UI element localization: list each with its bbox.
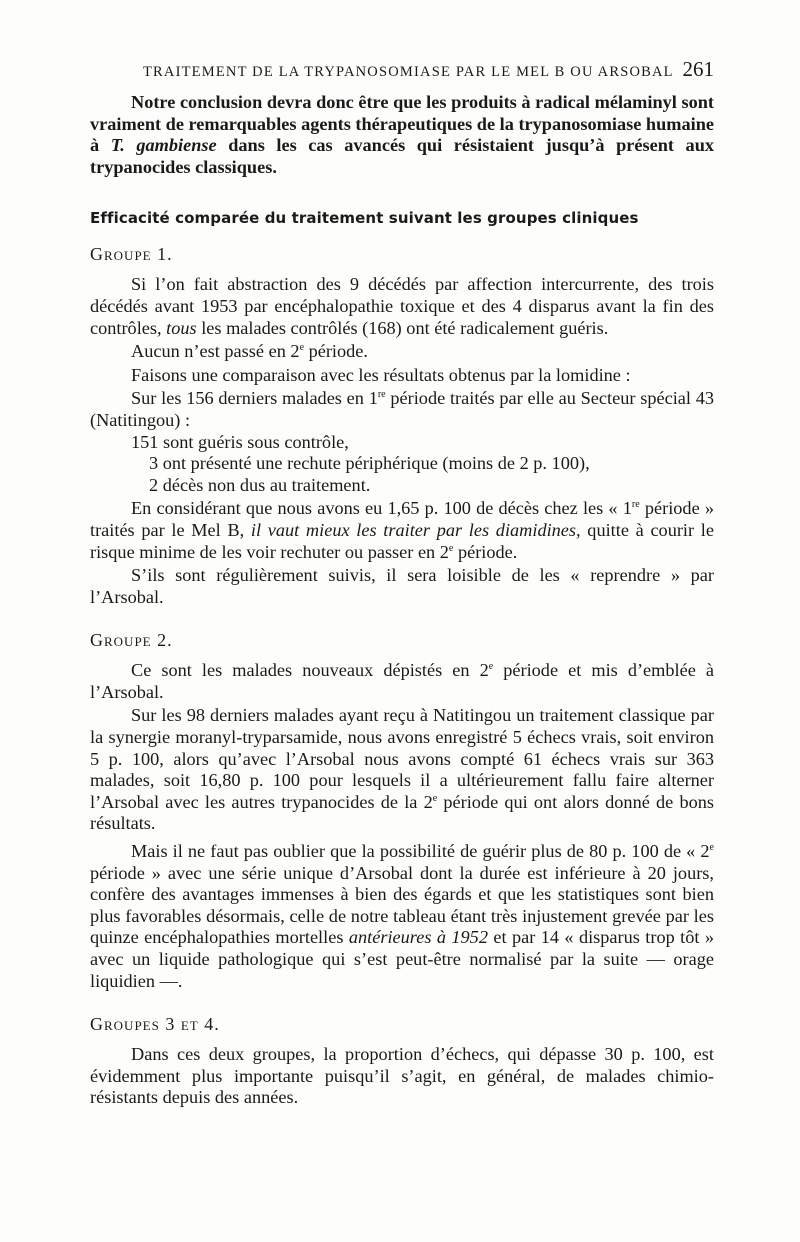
paragraph: Aucun n’est passé en 2e période. [131,341,368,362]
groups-3-4-heading: Groupes 3 et 4. [90,1014,220,1035]
paragraph: Sur les 98 derniers malades ayant reçu à Natitingou un traitement classique par la synergie moranyl-tryparsamide, nous avons enregistré 5 échecs vrais, soit environ 5 p. 100, alors qu’avec l’Arsobal nous avons compté 61 échecs vrais sur 363 malades, soit 16,80 p. 100 pour lesquels il a ultérieurement fallu faire alterner l’Arsobal avec les autres trypanocides de la 2e période qui ont alors donné de bons résultats. [90,705,714,834]
paragraph: Dans ces deux groupes, la proportion d’échecs, qui dépasse 30 p. 100, est évidemment plus importante puisqu’il s’agit, en général, de malades chimio-résistants depuis des années. [90,1044,714,1108]
paragraph: Faisons une comparaison avec les résultats obtenus par la lomidine : [131,364,631,385]
paragraph: Sur les 156 derniers malades en 1re période traités par elle au Secteur spécial 43 (Natitingou) : [90,388,715,430]
paragraph: En considérant que nous avons eu 1,65 p. 100 de décès chez les « 1re période » traités par le Mel B, il vaut mieux les traiter par les diamidines, quitte à courir le risque minime de les voir rechuter ou passer en 2e période. [90,498,714,562]
list-item: 2 décès non dus au traitement. [149,474,371,495]
page-number: 261 [682,57,714,81]
conclusion-paragraph: Notre conclusion devra donc être que les produits à radical mélaminyl sont vraiment de remarquables agents thérapeutiques de la trypanosomiase humaine à T. gambiense dans les cas avancés qui résistaient jusqu’à présent aux trypanocides classiques. [90,92,715,177]
results-list [90,432,714,497]
group-2-heading: Groupe 2. [90,630,173,651]
group-1-heading: Groupe 1. [90,244,173,265]
paragraph: Mais il ne faut pas oublier que la possibilité de guérir plus de 80 p. 100 de « 2e période » avec une série unique d’Arsobal dont la durée est inférieure à 20 jours, confère des avantages immenses à bien des égards et que les statistiques sont bien plus favorables désormais, celle de notre tableau étant très injustement grevée par les quinze encéphalopathies mortelles antérieures à 1952 et par 14 « disparus trop tôt » avec un liquide pathologique qui s’est peut-être normalisé par la suite — orage liquidien —. [90,841,714,991]
page-content [90,92,714,1109]
paragraph: Ce sont les malades nouveaux dépistés en 2e période et mis d’emblée à l’Arsobal. [90,660,715,702]
paragraph: Si l’on fait abstraction des 9 décédés par affection intercurrente, des trois décédés avant 1953 par encéphalopathie toxique et des 4 disparus avant la fin des contrôles, tous les malades contrôlés (168) ont été radicalement guéris. [90,274,714,338]
section-heading: Efficacité comparée du traitement suivant les groupes cliniques [90,209,639,228]
list-item: 151 sont guéris sous contrôle, [131,431,349,452]
running-header [143,57,714,82]
paragraph: S’ils sont régulièrement suivis, il sera loisible de les « reprendre » par l’Arsobal. [90,565,714,607]
running-title: TRAITEMENT DE LA TRYPANOSOMIASE PAR LE MEL B OU ARSOBAL [143,64,674,80]
list-item: 3 ont présenté une rechute périphérique (moins de 2 p. 100), [149,453,590,474]
